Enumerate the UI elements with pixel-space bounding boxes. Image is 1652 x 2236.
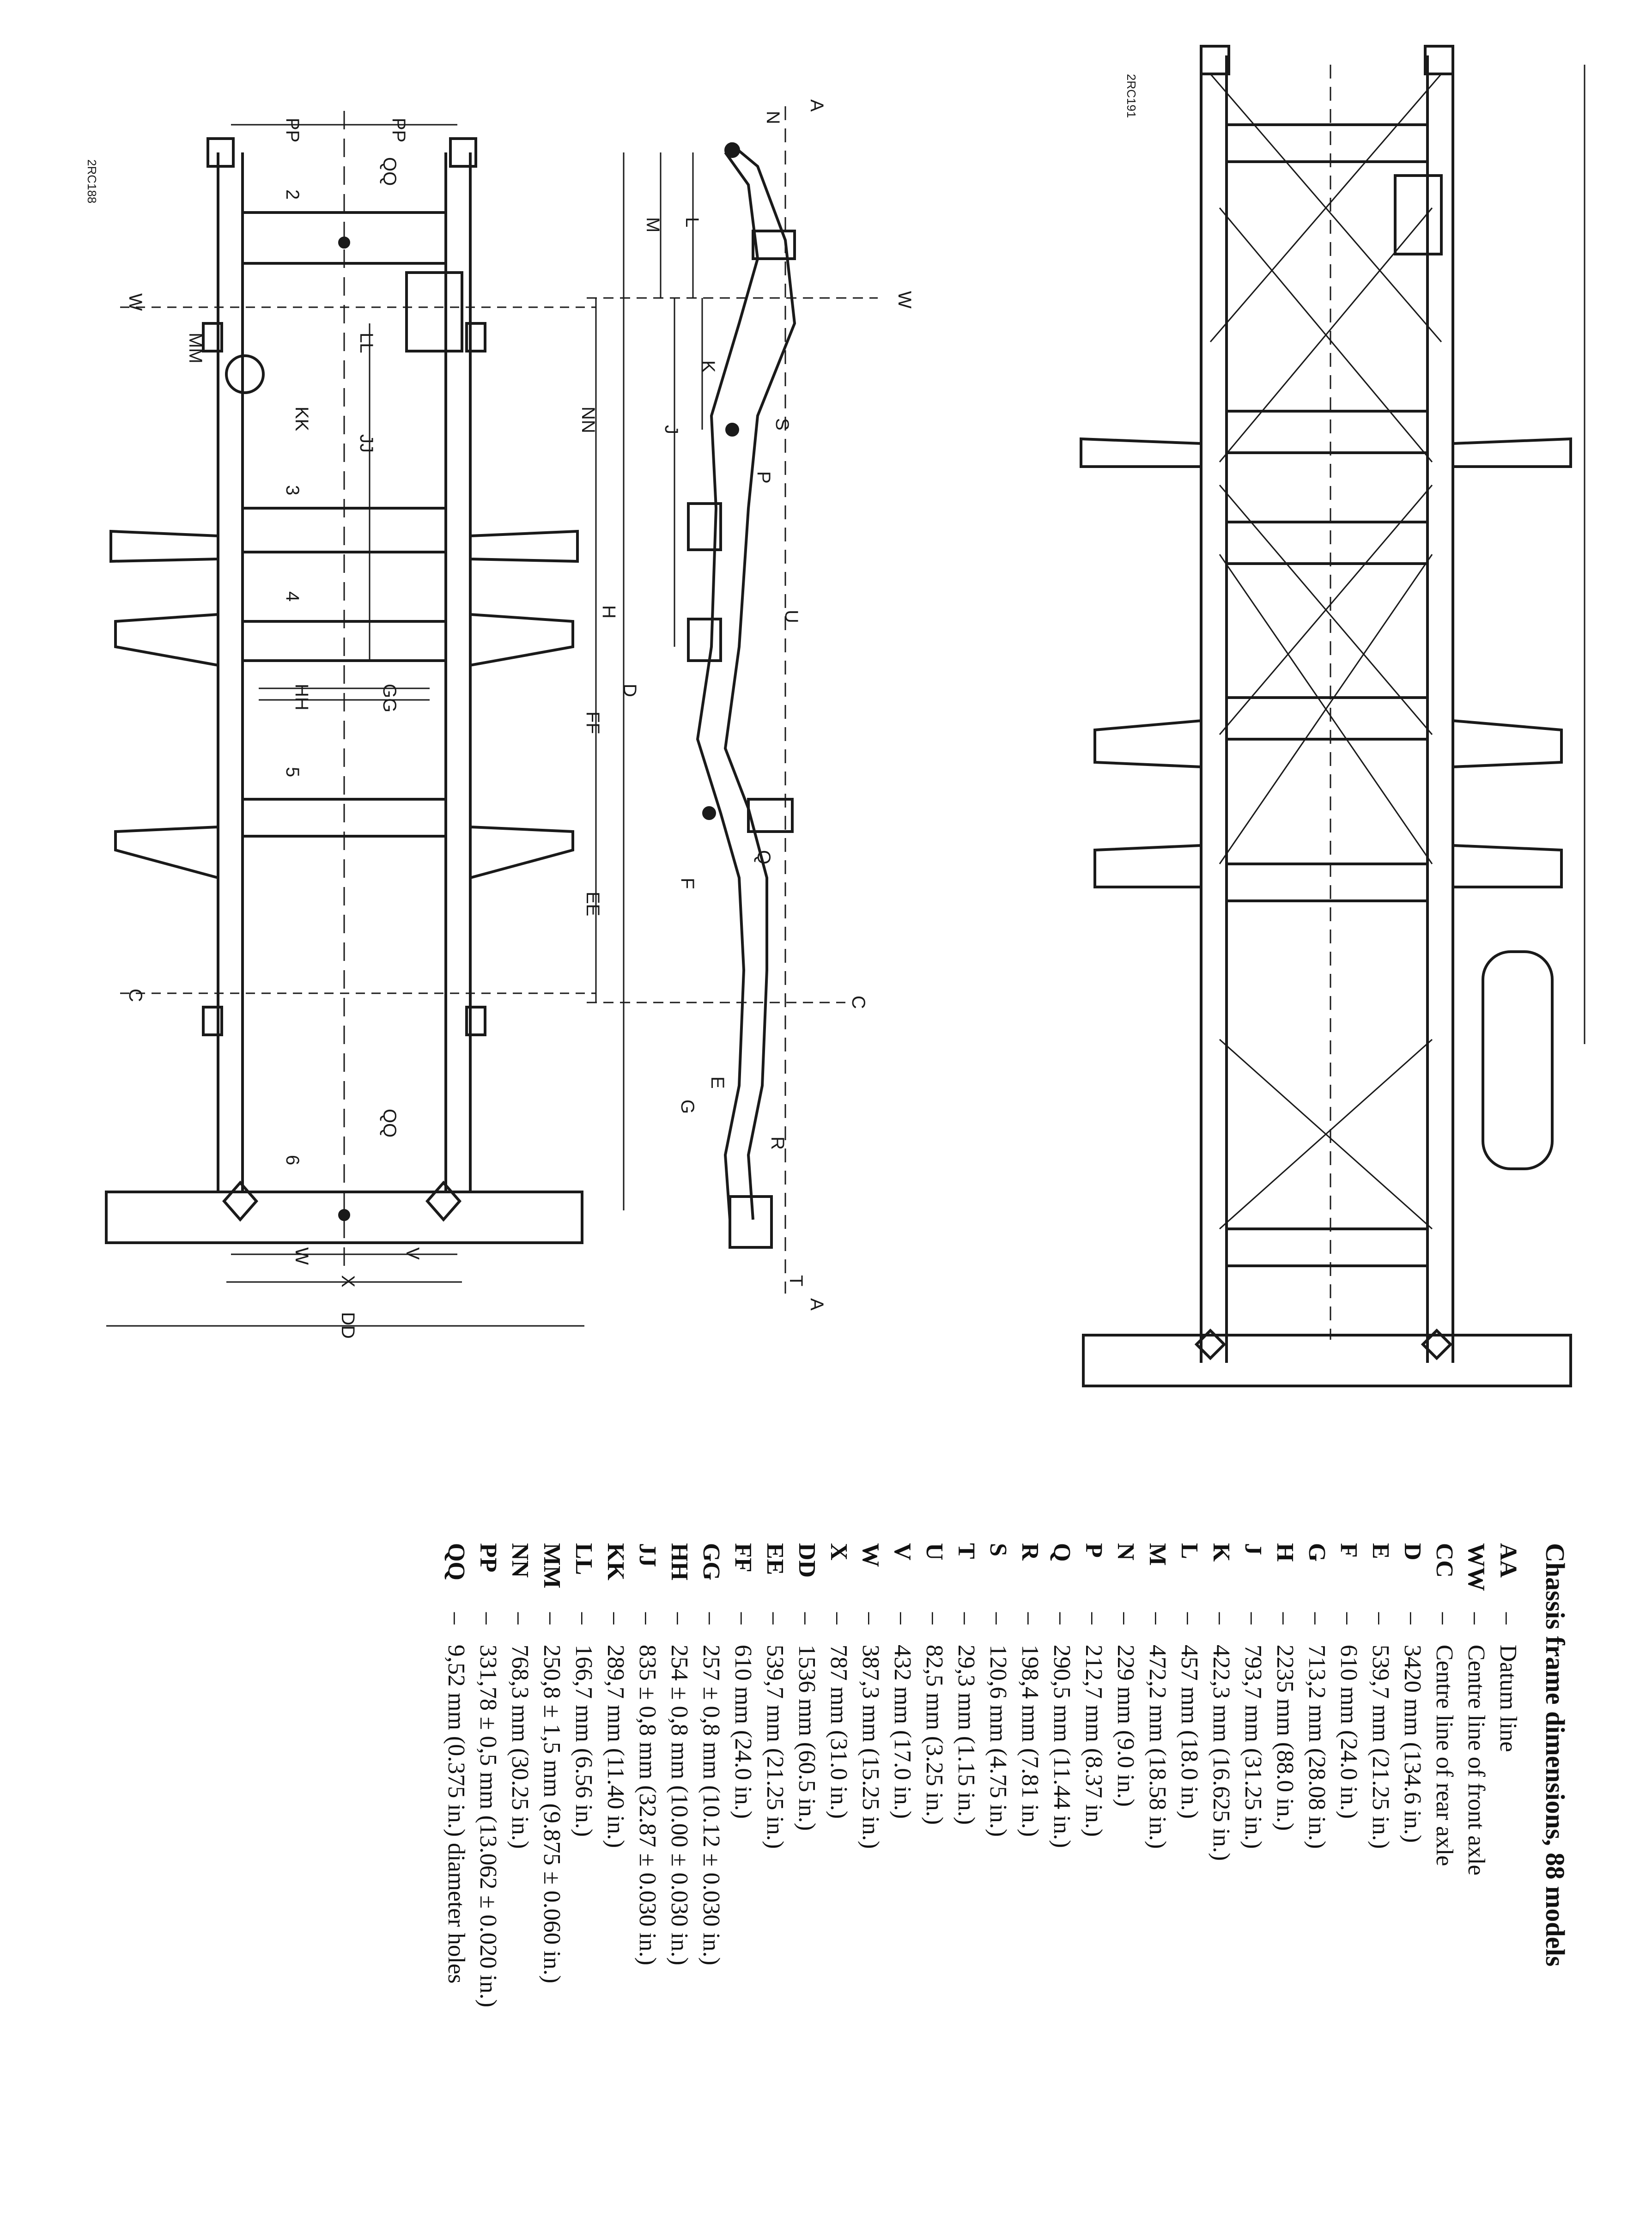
dimension-code: EE	[762, 1543, 788, 1575]
label-pp-left: PP	[282, 118, 303, 143]
dimension-code: NN	[507, 1543, 533, 1578]
dimension-code: QQ	[443, 1543, 469, 1580]
label-qq-front: QQ	[379, 157, 400, 186]
dimension-code: M	[1144, 1543, 1171, 1566]
dimension-code: AA	[1495, 1543, 1521, 1578]
dimension-code: Q	[1049, 1543, 1075, 1562]
label-w-front: W	[894, 291, 915, 309]
row-dash: –	[539, 1612, 565, 1624]
dimension-code: GG	[698, 1543, 724, 1580]
table-title: Chassis frame dimensions, 88 models	[1540, 1543, 1570, 1967]
row-dash: –	[1399, 1612, 1426, 1624]
dimension-code: K	[1208, 1543, 1234, 1562]
dimension-value: 610 mm (24.0 in.)	[730, 1645, 756, 1819]
dimension-code: L	[1176, 1543, 1203, 1559]
table-row	[1142, 1543, 1173, 2218]
plan-dimensions	[106, 111, 596, 1326]
row-dash: –	[1367, 1612, 1394, 1624]
label-l: L	[682, 217, 702, 228]
dimension-value: 254 ± 0,8 mm (10.00 ± 0.030 in.)	[666, 1645, 692, 1966]
table-row	[823, 1543, 855, 2218]
row-dash: –	[1495, 1612, 1521, 1624]
label-s: S	[772, 418, 792, 431]
table-row	[1301, 1543, 1333, 2218]
braced-rear-cross-member	[1083, 1335, 1571, 1386]
dimension-value: 2235 mm (88.0 in.)	[1272, 1645, 1298, 1831]
table-row	[950, 1543, 982, 2218]
dimension-value: 432 mm (17.0 in.)	[889, 1645, 916, 1819]
dimension-value: 387,3 mm (15.25 in.)	[857, 1645, 884, 1849]
table-row	[504, 1543, 536, 2218]
dimension-value: 793,7 mm (31.25 in.)	[1240, 1645, 1266, 1849]
row-dash: –	[762, 1612, 788, 1624]
table-row	[632, 1543, 663, 2218]
dimension-code: X	[826, 1543, 852, 1561]
row-dash: –	[953, 1612, 979, 1624]
dimension-value: 212,7 mm (8.37 in.)	[1081, 1645, 1107, 1837]
table-row	[759, 1543, 791, 2218]
row-dash: –	[1208, 1612, 1234, 1624]
figure-code-2rc191: 2RC191	[1124, 74, 1138, 118]
table-row	[1428, 1543, 1460, 2218]
dimension-value: 422,3 mm (16.625 in.)	[1208, 1645, 1234, 1861]
row-dash: –	[507, 1612, 533, 1624]
table-row	[1110, 1543, 1142, 2218]
table-row	[1333, 1543, 1365, 2218]
dimension-code: KK	[602, 1543, 629, 1580]
dimension-code: FF	[730, 1543, 756, 1573]
dimension-code: E	[1367, 1543, 1394, 1559]
dimension-code: PP	[475, 1543, 501, 1573]
table-row	[695, 1543, 727, 2218]
row-dash: –	[1463, 1612, 1489, 1624]
dimension-value: 539,7 mm (21.25 in.)	[1367, 1645, 1394, 1849]
label-dd-dimension: DD	[338, 1312, 358, 1339]
table-row	[1173, 1543, 1205, 2218]
row-dash: –	[1176, 1612, 1203, 1624]
dimension-code: R	[1017, 1543, 1043, 1561]
label-ll: LL	[356, 333, 377, 353]
dimension-code: G	[1304, 1543, 1330, 1562]
spare-wheel-carrier	[1483, 952, 1552, 1169]
dimension-value: 198,4 mm (7.81 in.)	[1017, 1645, 1043, 1837]
table-row	[982, 1543, 1014, 2218]
dimension-code: V	[889, 1543, 916, 1561]
row-dash: –	[602, 1612, 629, 1624]
figure-code-2rc188: 2RC188	[85, 159, 99, 204]
table-row	[1397, 1543, 1428, 2218]
row-dash: –	[826, 1612, 852, 1624]
label-r: R	[767, 1136, 788, 1150]
row-dash: –	[443, 1612, 469, 1624]
label-k: K	[698, 360, 718, 373]
dimension-value: 787 mm (31.0 in.)	[826, 1645, 852, 1819]
label-e: E	[707, 1076, 728, 1089]
table-row	[568, 1543, 600, 2218]
table-row	[1237, 1543, 1269, 2218]
dimension-code: DD	[794, 1543, 820, 1578]
dimension-value: 229 mm (9.0 in.)	[1112, 1645, 1139, 1807]
dimension-value: 610 mm (24.0 in.)	[1336, 1645, 1362, 1819]
label-jj: JJ	[356, 434, 377, 453]
label-t: T	[786, 1275, 806, 1287]
label-a-bottom: A	[807, 1298, 827, 1311]
table-row	[600, 1543, 632, 2218]
dimension-code: U	[921, 1543, 947, 1561]
side-view	[688, 143, 795, 1247]
table-row	[1460, 1543, 1492, 2218]
table-row	[855, 1543, 887, 2218]
label-part-6: 6	[282, 1155, 303, 1166]
dimension-value: 1536 mm (60.5 in.)	[794, 1645, 820, 1831]
dimension-code: H	[1272, 1543, 1298, 1562]
label-qq-rear: QQ	[379, 1109, 400, 1138]
label-j: J	[661, 425, 681, 434]
row-dash: –	[475, 1612, 501, 1624]
dimension-code: J	[1240, 1543, 1266, 1555]
row-dash: –	[1112, 1612, 1139, 1624]
dimension-value: Centre line of rear axle	[1431, 1645, 1458, 1866]
label-kk: KK	[292, 407, 312, 431]
row-dash: –	[1049, 1612, 1075, 1624]
row-dash: –	[985, 1612, 1011, 1624]
label-part-2: 2	[282, 189, 303, 200]
qq-hole-rear	[340, 1210, 349, 1220]
dimension-value: 457 mm (18.0 in.)	[1176, 1645, 1203, 1819]
label-a-top: A	[807, 99, 827, 112]
dimension-value: 9,52 mm (0.375 in.) diameter holes	[443, 1645, 469, 1984]
dimension-value: 290,5 mm (11.44 in.)	[1049, 1645, 1075, 1848]
table-row	[887, 1543, 918, 2218]
dimension-code: F	[1336, 1543, 1362, 1558]
row-dash: –	[1304, 1612, 1330, 1624]
table-row	[791, 1543, 823, 2218]
label-m: M	[643, 217, 663, 233]
table-row	[727, 1543, 759, 2218]
row-dash: –	[1272, 1612, 1298, 1624]
dimension-code: D	[1399, 1543, 1426, 1561]
label-q: Q	[753, 850, 774, 865]
label-nn: NN	[578, 407, 598, 433]
label-part-5: 5	[282, 767, 303, 778]
label-pp-right: PP	[389, 118, 409, 143]
label-gg: GG	[379, 684, 400, 713]
dimension-value: 768,3 mm (30.25 in.)	[507, 1645, 533, 1849]
row-dash: –	[857, 1612, 884, 1624]
row-dash: –	[634, 1612, 661, 1624]
table-row	[1014, 1543, 1046, 2218]
dimension-code: P	[1081, 1543, 1107, 1558]
side-frame-bottom-edge	[698, 152, 758, 1220]
label-g: G	[677, 1100, 698, 1114]
row-dash: –	[1431, 1612, 1458, 1624]
dimension-value: 289,7 mm (11.40 in.)	[602, 1645, 629, 1848]
label-part-4: 4	[282, 591, 303, 602]
dimension-code: HH	[666, 1543, 692, 1580]
row-dash: –	[794, 1612, 820, 1624]
label-f: F	[677, 878, 698, 889]
label-v-dimension: V	[402, 1247, 423, 1260]
dimension-value: 713,2 mm (28.08 in.)	[1304, 1645, 1330, 1849]
table-row	[1046, 1543, 1078, 2218]
label-mm: MM	[185, 333, 206, 364]
label-h: H	[599, 605, 619, 619]
table-row	[1205, 1543, 1237, 2218]
row-dash: –	[921, 1612, 947, 1624]
label-u: U	[781, 610, 802, 623]
dimension-value: 472,2 mm (18.58 in.)	[1144, 1645, 1171, 1849]
row-dash: –	[889, 1612, 916, 1624]
table-row	[663, 1543, 695, 2218]
dimension-value: 82,5 mm (3.25 in.)	[921, 1645, 947, 1825]
table-rows	[440, 1543, 1524, 2218]
steering-box-bracket	[407, 273, 462, 351]
dimension-value: 120,6 mm (4.75 in.)	[985, 1645, 1011, 1837]
dimension-value: 250,8 ± 1,5 mm (9.875 ± 0.060 in.)	[539, 1645, 565, 1984]
table-row	[536, 1543, 568, 2218]
label-w-dimension: W	[292, 1247, 312, 1265]
dimension-value: 166,7 mm (6.56 in.)	[571, 1645, 597, 1837]
row-dash: –	[1017, 1612, 1043, 1624]
row-dash: –	[1081, 1612, 1107, 1624]
dimension-value: 539,7 mm (21.25 in.)	[762, 1645, 788, 1849]
plan-view	[106, 139, 582, 1243]
table-row	[1078, 1543, 1110, 2218]
dimension-value: 835 ± 0,8 mm (32.87 ± 0.030 in.)	[634, 1645, 661, 1966]
dimension-value: Datum line	[1495, 1645, 1521, 1752]
dimension-value: 331,78 ± 0,5 mm (13.062 ± 0.020 in.)	[475, 1645, 501, 2008]
row-dash: –	[730, 1612, 756, 1624]
row-dash: –	[571, 1612, 597, 1624]
dimension-code: T	[953, 1543, 979, 1559]
dimension-code: LL	[571, 1543, 597, 1575]
dimension-value: Centre line of front axle	[1463, 1645, 1489, 1876]
dimension-code: N	[1112, 1543, 1139, 1561]
label-c-axis-side: C	[848, 996, 869, 1009]
table-row	[1492, 1543, 1524, 2218]
label-part-3: 3	[282, 485, 303, 496]
dimension-code: W	[857, 1543, 884, 1567]
label-ee: EE	[583, 892, 603, 917]
row-dash: –	[666, 1612, 692, 1624]
dimension-code: CC	[1431, 1543, 1458, 1578]
row-dash: –	[1144, 1612, 1171, 1624]
label-hh: HH	[292, 684, 312, 711]
front-spring-mount	[753, 231, 795, 259]
dimension-code: MM	[539, 1543, 565, 1589]
dimension-code: S	[985, 1543, 1011, 1556]
side-frame-top-edge	[725, 143, 795, 1220]
braced-frame-view	[1081, 46, 1571, 1386]
dimension-value: 3420 mm (134.6 in.)	[1399, 1645, 1426, 1843]
dimension-value: 257 ± 0,8 mm (10.12 ± 0.030 in.)	[698, 1645, 724, 1966]
table-row	[918, 1543, 950, 2218]
label-n: N	[763, 111, 783, 124]
label-p: P	[753, 471, 774, 484]
label-x-dimension: X	[338, 1275, 358, 1288]
dimension-value: 29,3 mm (1.15 in.)	[953, 1645, 979, 1825]
table-row	[1269, 1543, 1301, 2218]
bracing-wires	[1210, 65, 1585, 1340]
dimension-table	[443, 1543, 1580, 2236]
label-d: D	[620, 684, 640, 697]
row-dash: –	[1336, 1612, 1362, 1624]
row-dash: –	[698, 1612, 724, 1624]
label-c-axis: C	[125, 989, 146, 1002]
outrigger-front-left	[111, 531, 218, 561]
label-ff: FF	[583, 711, 603, 734]
table-row	[440, 1543, 472, 2218]
table-row	[1365, 1543, 1397, 2218]
dimension-code: JJ	[634, 1543, 661, 1567]
dimension-code: WW	[1463, 1543, 1489, 1591]
row-dash: –	[1240, 1612, 1266, 1624]
table-row	[472, 1543, 504, 2218]
label-w-axis: W	[125, 293, 146, 311]
